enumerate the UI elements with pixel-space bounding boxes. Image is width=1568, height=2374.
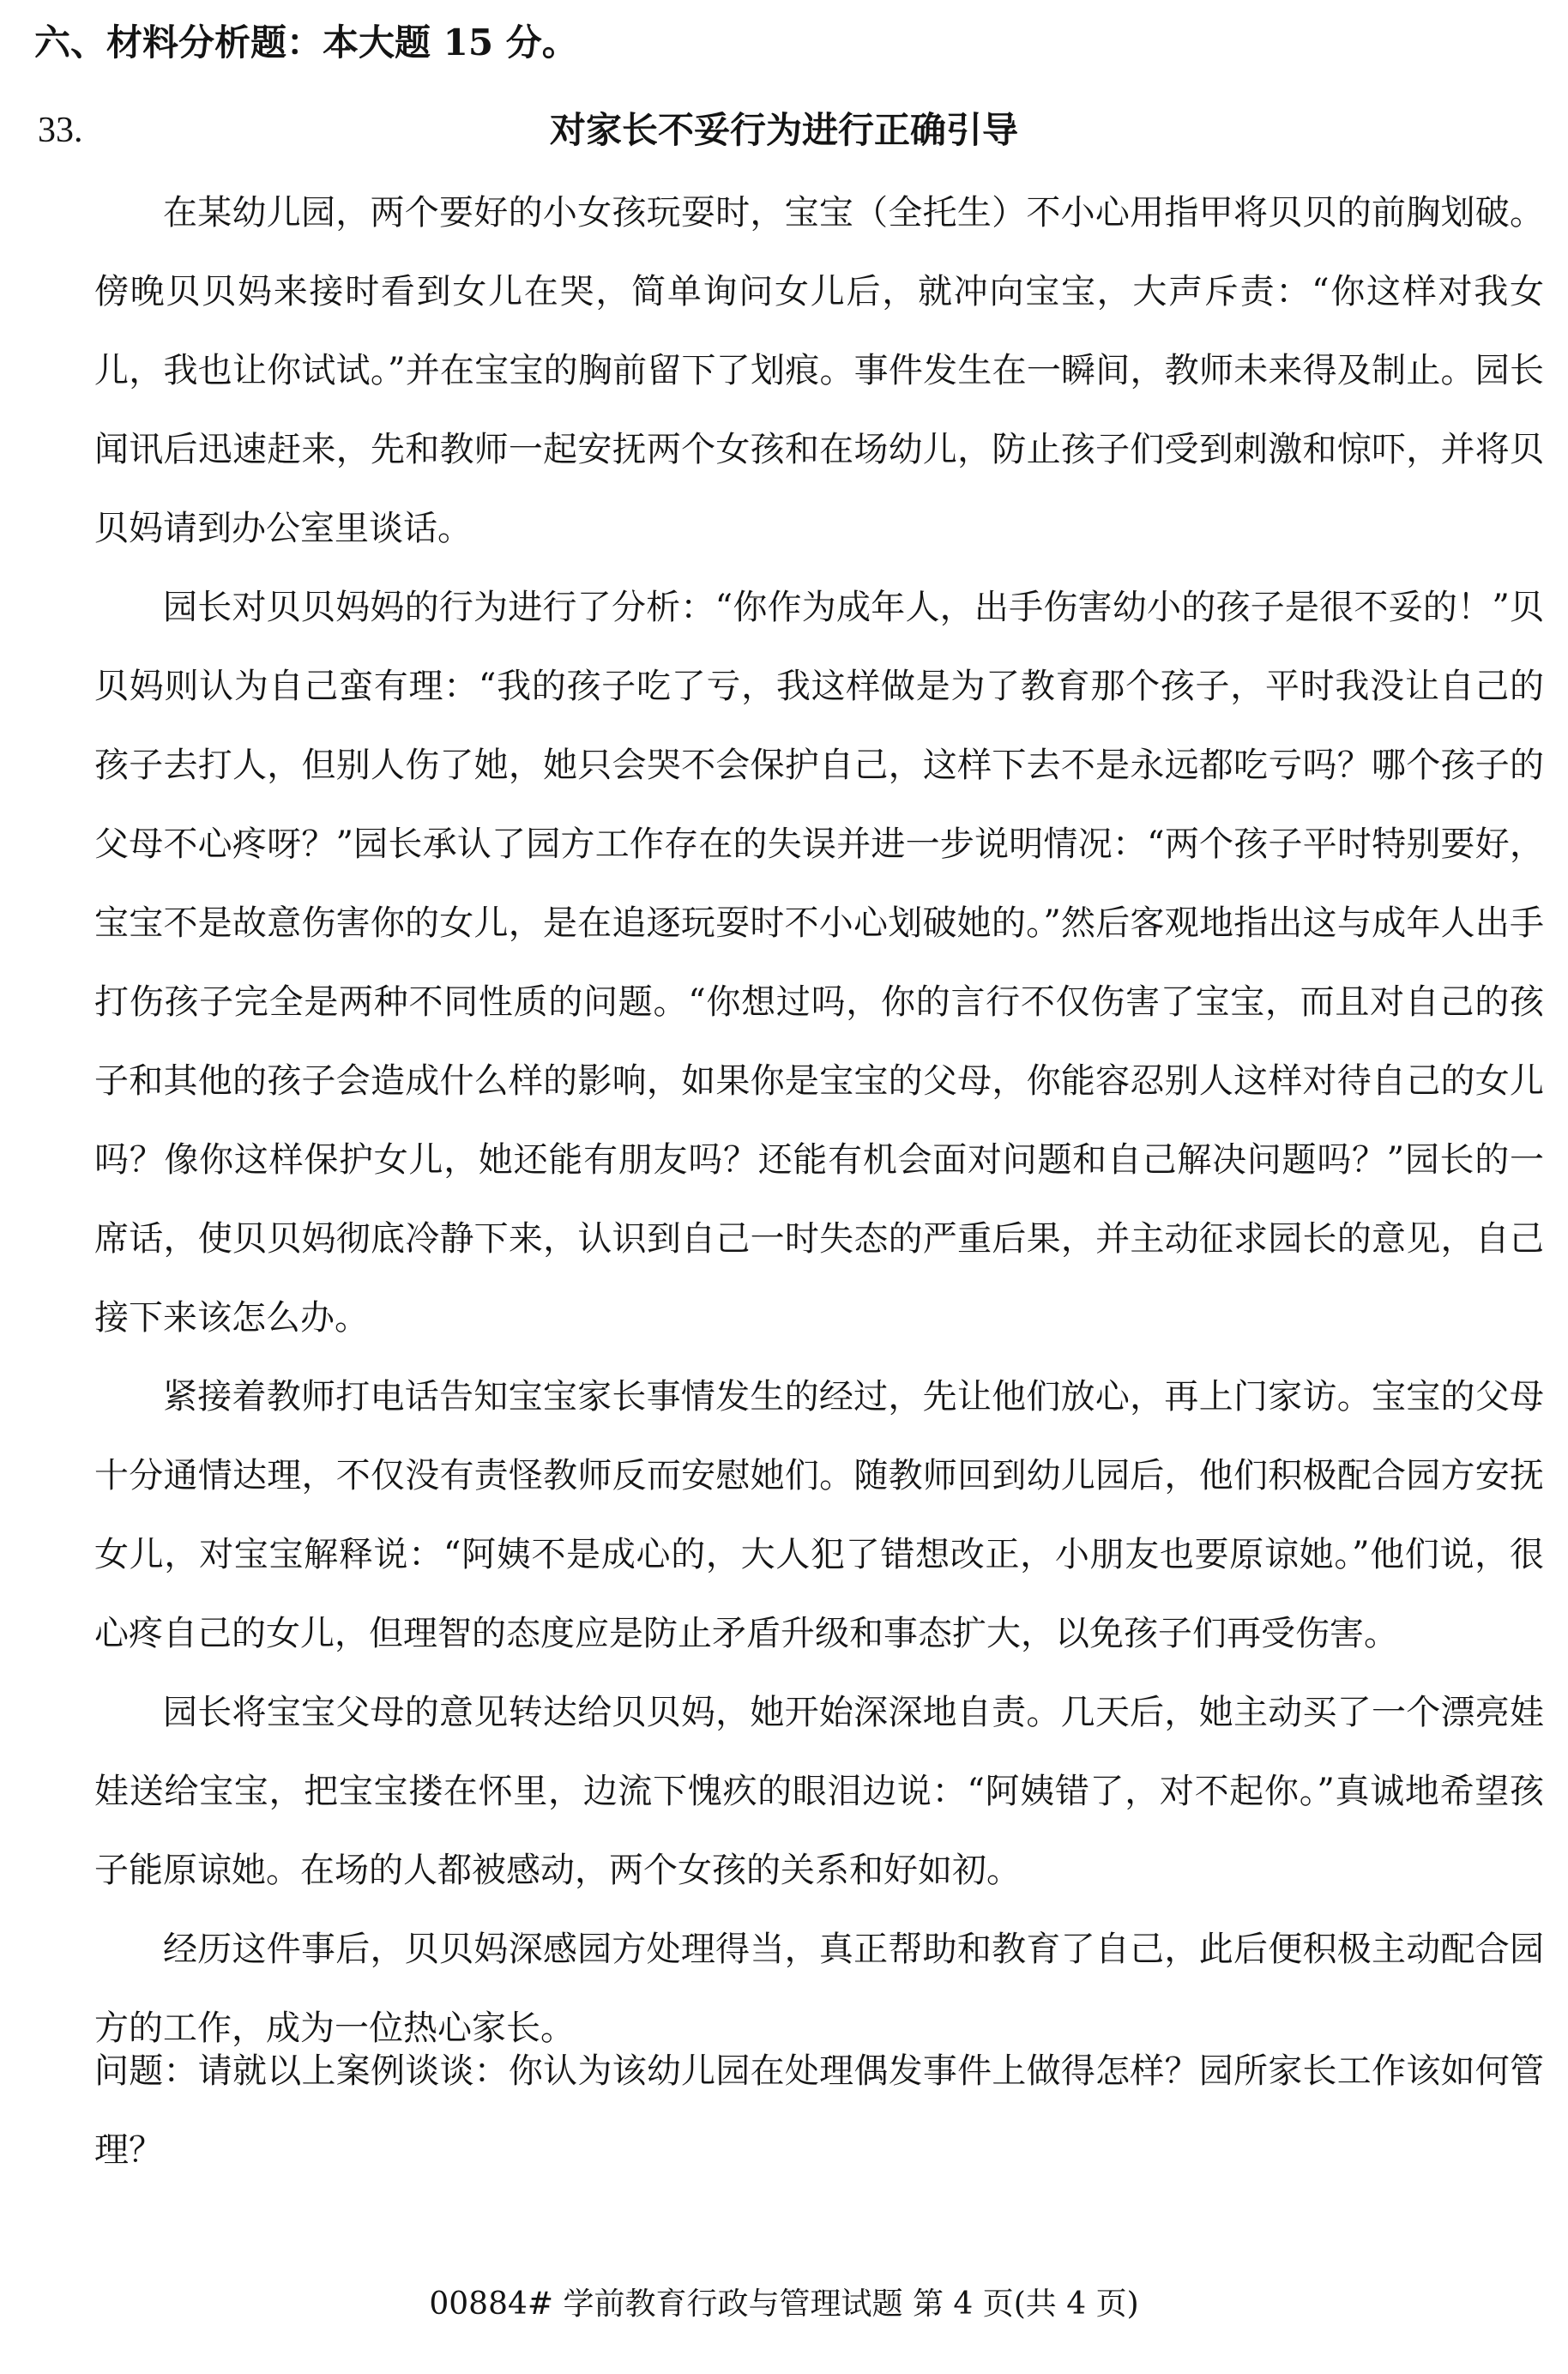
paragraph-4: 园长将宝宝父母的意见转达给贝贝妈，她开始深深地自责。几天后，她主动买了一个漂亮娃娃送给宝宝，把宝宝搂在怀里，边流下愧疚的眼泪边说：“阿姨错了，对不起你。”真诚地希望孩子能原谅她。在场的人都被感动，两个女孩的关系和好如初。	[94, 1693, 1544, 1890]
section-heading: 六、材料分析题：本大题 15 分。	[34, 21, 578, 63]
case-material	[94, 173, 1544, 2068]
article-title: 对家长不妥行为进行正确引导	[549, 109, 1018, 151]
question-prompt-block	[94, 2032, 1544, 2190]
paragraph-3: 紧接着教师打电话告知宝宝家长事情发生的经过，先让他们放心，再上门家访。宝宝的父母十分通情达理，不仅没有责怪教师反而安慰她们。随教师回到幼儿园后，他们积极配合园方安抚女儿，对宝宝解释说：“阿姨不是成心的，大人犯了错想改正，小朋友也要原谅她。”他们说，很心疼自己的女儿，但理智的态度应是防止矛盾升级和事态扩大，以免孩子们再受伤害。	[94, 1377, 1544, 1653]
page-footer: 00884# 学前教育行政与管理试题 第 4 页(共 4 页)	[429, 2286, 1139, 2322]
paragraph-5: 经历这件事后，贝贝妈深感园方处理得当，真正帮助和教育了自己，此后便积极主动配合园方的工作，成为一位热心家长。	[94, 1930, 1544, 2048]
paragraph-1: 在某幼儿园，两个要好的小女孩玩耍时，宝宝（全托生）不小心用指甲将贝贝的前胸划破。傍晚贝贝妈来接时看到女儿在哭，简单询问女儿后，就冲向宝宝，大声斥责：“你这样对我女儿，我也让你试试。”并在宝宝的胸前留下了划痕。事件发生在一瞬间，教师未来得及制止。园长闻讯后迅速赶来，先和教师一起安抚两个女孩和在场幼儿，防止孩子们受到刺激和惊吓，并将贝贝妈请到办公室里谈话。	[94, 193, 1544, 548]
question-prompt: 问题：请就以上案例谈谈：你认为该幼儿园在处理偶发事件上做得怎样？园所家长工作该如何管理？	[94, 2051, 1544, 2170]
paragraph-2: 园长对贝贝妈妈的行为进行了分析：“你作为成年人，出手伤害幼小的孩子是很不妥的！”贝贝妈则认为自己蛮有理：“我的孩子吃了亏，我这样做是为了教育那个孩子，平时我没让自己的孩子去打人，但别人伤了她，她只会哭不会保护自己，这样下去不是永远都吃亏吗？哪个孩子的父母不心疼呀？”园长承认了园方工作存在的失误并进一步说明情况：“两个孩子平时特别要好，宝宝不是故意伤害你的女儿，是在追逐玩耍时不小心划破她的。”然后客观地指出这与成年人出手打伤孩子完全是两种不同性质的问题。“你想过吗，你的言行不仅伤害了宝宝，而且对自己的孩子和其他的孩子会造成什么样的影响，如果你是宝宝的父母，你能容忍别人这样对待自己的女儿吗？像你这样保护女儿，她还能有朋友吗？还能有机会面对问题和自己解决问题吗？”园长的一席话，使贝贝妈彻底冷静下来，认识到自己一时失态的严重后果，并主动征求园长的意见，自己接下来该怎么办。	[94, 588, 1544, 1338]
question-number: 33.	[38, 111, 83, 150]
